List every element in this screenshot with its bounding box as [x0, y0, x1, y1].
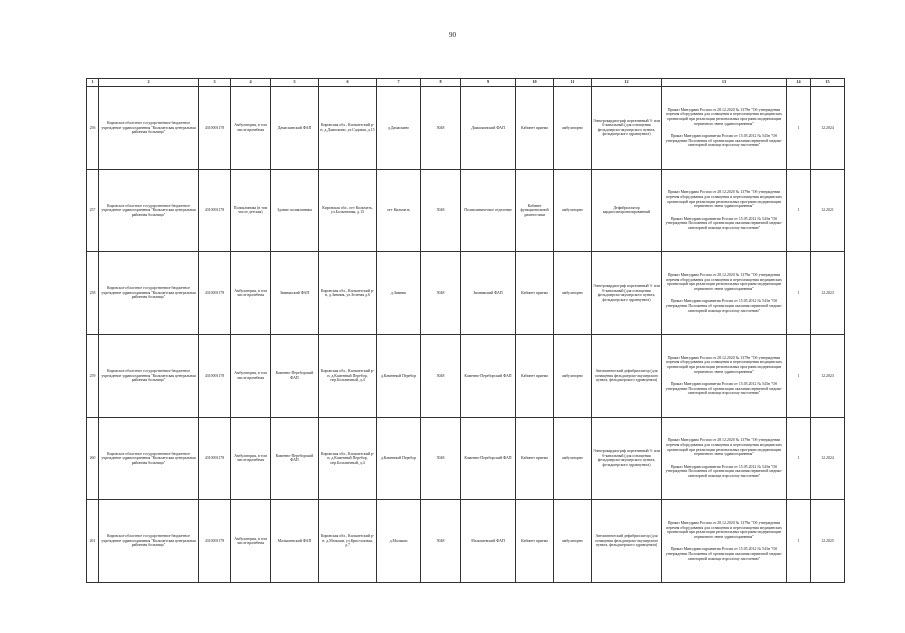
header-cell: 3 [199, 79, 231, 87]
locality-cell: д.Каменный Перебор [377, 334, 421, 417]
header-cell: 1 [87, 79, 99, 87]
header-cell: 13 [662, 79, 787, 87]
row-number: 256 [87, 87, 99, 170]
date-cell: 12.2024 [811, 87, 845, 170]
unit-cell: Дамаскинский ФАП [271, 87, 319, 170]
header-cell: 15 [811, 79, 845, 87]
basis-cell [662, 87, 787, 170]
unit-cell: Зимнякский ФАП [271, 252, 319, 335]
basis-cell [662, 334, 787, 417]
room-cell: Кабинет приема [516, 334, 554, 417]
equipment-cell: Электрокардиограф портативный 3- или 6-канальный (для оснащения фельдшерско-акушерского пункта, фельдшерского здравпункта) [592, 87, 662, 170]
basis-doc-2: Приказ Минздравсоцразвития России от 15.05.2012 № 543н "Об утверждении Положения об организации оказания первичной медико-санитарной помощи взрослому населению" [665, 216, 783, 230]
subdivision-cell: Каменно-Переборский ФАП [461, 334, 516, 417]
date-cell: 12.2023 [811, 252, 845, 335]
org-code-cell: 4310001178 [199, 417, 231, 500]
locality-cell: д.Дамаскино [377, 87, 421, 170]
header-cell: 11 [554, 79, 592, 87]
table-row [87, 417, 845, 500]
subdivision-cell: Зимнякский ФАП [461, 252, 516, 335]
code2-cell: 5048 [421, 169, 461, 252]
quantity-cell: 1 [787, 252, 811, 335]
basis-doc-1: Приказ Минздрава России от 28.12.2020 № 1379н "Об утверждении перечня оборудования для оснащения и переоснащения медицинских организаций при реализации региональных программ модернизации первичного звена здравоохранения" [666, 521, 782, 539]
org-code-cell: 4310001178 [199, 334, 231, 417]
date-cell: 12.2023 [811, 334, 845, 417]
date-cell: 12.2021 [811, 169, 845, 252]
org-code-cell: 4310001178 [199, 500, 231, 583]
basis-doc-2: Приказ Минздравсоцразвития России от 15.05.2012 № 543н "Об утверждении Положения об организации оказания первичной медико-санитарной помощи взрослому населению" [665, 299, 783, 313]
header-cell: 10 [516, 79, 554, 87]
facility-type-cell: Амбулатория, в том числе врачебная [231, 417, 271, 500]
unit-cell: Каменно-Переборский ФАП [271, 334, 319, 417]
basis-doc-2: Приказ Минздравсоцразвития России от 15.05.2012 № 543н "Об утверждении Положения об организации оказания первичной медико-санитарной помощи взрослому населению" [665, 464, 783, 478]
header-cell: 5 [271, 79, 319, 87]
organization-cell: Кировское областное государственное бюджетное учреждение здравоохранения "Кильмезская центральная районная больница" [99, 87, 199, 170]
basis-doc-1: Приказ Минздрава России от 28.12.2020 № 1379н "Об утверждении перечня оборудования для оснащения и переоснащения медицинских организаций при реализации региональных программ модернизации первичного звена здравоохранения" [666, 273, 782, 291]
condition-cell: амбулаторно [554, 500, 592, 583]
address-cell: Кировская обл., Кильмезский р-н, д.Каменный Перебор, пер.Больничный, д.4 [319, 417, 377, 500]
basis-doc-1: Приказ Минздрава России от 28.12.2020 № 1379н "Об утверждении перечня оборудования для оснащения и переоснащения медицинских организаций при реализации региональных программ модернизации первичного звена здравоохранения" [666, 355, 782, 374]
facility-type-cell: Поликлиника (в том числе детская) [231, 169, 271, 252]
header-cell: 14 [787, 79, 811, 87]
code2-cell: 5048 [421, 252, 461, 335]
row-number: 258 [87, 252, 99, 335]
quantity-cell: 1 [787, 87, 811, 170]
table-row [87, 500, 845, 583]
address-cell: Кировская обл., Кильмезский р-н, д.Дамаскино, ул.Садовая, д.15 [319, 87, 377, 170]
facility-type-cell: Амбулатория, в том числе врачебная [231, 252, 271, 335]
header-cell: 12 [592, 79, 662, 87]
date-cell: 12.2024 [811, 417, 845, 500]
code2-cell: 5048 [421, 334, 461, 417]
quantity-cell: 1 [787, 334, 811, 417]
address-cell: Кировская обл., Кильмезский р-н, д.Малыши, ул.Кристаловая, д.7 [319, 500, 377, 583]
room-cell: Кабинет приема [516, 87, 554, 170]
row-number: 257 [87, 169, 99, 252]
locality-cell: д.Каменный Перебор [377, 417, 421, 500]
header-cell: 4 [231, 79, 271, 87]
equipment-cell: Автоматический дефибриллятор (для оснащения фельдшерско-акушерского пункта, фельдшерского здравпункта) [592, 500, 662, 583]
row-number: 260 [87, 417, 99, 500]
header-cell: 8 [421, 79, 461, 87]
quantity-cell: 1 [787, 417, 811, 500]
room-cell: Кабинет приема [516, 417, 554, 500]
row-number: 261 [87, 500, 99, 583]
room-cell: Кабинет приема [516, 252, 554, 335]
organization-cell: Кировское областное государственное бюджетное учреждение здравоохранения "Кильмезская центральная районная больница" [99, 500, 199, 583]
quantity-cell: 1 [787, 169, 811, 252]
header-cell: 9 [461, 79, 516, 87]
basis-doc-1: Приказ Минздрава России от 28.12.2020 № 1379н "Об утверждении перечня оборудования для оснащения и переоснащения медицинских организаций при реализации региональных программ модернизации первичного звена здравоохранения" [666, 107, 782, 126]
locality-cell: пгт Кильмезь [377, 169, 421, 252]
basis-doc-2: Приказ Минздравсоцразвития России от 15.05.2012 № 543н "Об утверждении Положения об организации оказания первичной медико-санитарной помощи взрослому населению" [665, 382, 783, 396]
header-row [87, 79, 845, 87]
equipment-cell: Автоматический дефибриллятор (для оснащения фельдшерско-акушерского пункта, фельдшерского здравпункта) [592, 334, 662, 417]
facility-type-cell: Амбулатория, в том числе врачебная [231, 334, 271, 417]
basis-cell [662, 252, 787, 335]
condition-cell: амбулаторно [554, 169, 592, 252]
equipment-cell: Дефибриллятор кардиосинхронизированный [592, 169, 662, 252]
condition-cell: амбулаторно [554, 334, 592, 417]
quantity-cell: 1 [787, 500, 811, 583]
condition-cell: амбулаторно [554, 87, 592, 170]
code2-cell: 5048 [421, 417, 461, 500]
table-row [87, 87, 845, 170]
address-cell: Кировская обл., Кильмезский р-н, д.Зимник, ул.Зеленая д.6 [319, 252, 377, 335]
header-cell: 2 [99, 79, 199, 87]
facility-type-cell: Амбулатория, в том числе врачебная [231, 500, 271, 583]
code2-cell: 5048 [421, 87, 461, 170]
basis-doc-1: Приказ Минздрава России от 28.12.2020 № 1379н "Об утверждении перечня оборудования для оснащения и переоснащения медицинских организаций при реализации региональных программ модернизации первичного звена здравоохранения" [666, 438, 782, 457]
subdivision-cell: Каменно-Переборский ФАП [461, 417, 516, 500]
condition-cell: амбулаторно [554, 417, 592, 500]
facility-type-cell: Амбулатория, в том числе врачебная [231, 87, 271, 170]
basis-doc-2: Приказ Минздравсоцразвития России от 15.05.2012 № 543н "Об утверждении Положения об организации оказания первичной медико-санитарной помощи взрослому населению" [665, 547, 783, 561]
header-cell: 7 [377, 79, 421, 87]
code2-cell: 5048 [421, 500, 461, 583]
room-cell: Кабинет функциональной диагностики [516, 169, 554, 252]
table-row [87, 169, 845, 252]
subdivision-cell: Малышевский ФАП [461, 500, 516, 583]
basis-cell [662, 500, 787, 583]
basis-doc-1: Приказ Минздрава России от 28.12.2020 № 1379н "Об утверждении перечня оборудования для оснащения и переоснащения медицинских организаций при реализации региональных программ модернизации первичного звена здравоохранения" [666, 190, 782, 209]
unit-cell: Малышевский ФАП [271, 500, 319, 583]
organization-cell: Кировское областное государственное бюджетное учреждение здравоохранения "Кильмезская центральная районная больница" [99, 334, 199, 417]
equipment-cell: Электрокардиограф портативный 3- или 6-канальный (для оснащения фельдшерско-акушерского пункта, фельдшерского здравпункта) [592, 417, 662, 500]
subdivision-cell: Поликлиническое отделение [461, 169, 516, 252]
table-row [87, 334, 845, 417]
organization-cell: Кировское областное государственное бюджетное учреждение здравоохранения "Кильмезская центральная районная больница" [99, 169, 199, 252]
locality-cell: д.Малыши [377, 500, 421, 583]
date-cell: 12.2025 [811, 500, 845, 583]
address-cell: Кировская обл., Кильмезский р-н, д.Каменный Перебор, пер.Больничный, д.4 [319, 334, 377, 417]
header-cell: 6 [319, 79, 377, 87]
organization-cell: Кировское областное государственное бюджетное учреждение здравоохранения "Кильмезская центральная районная больница" [99, 417, 199, 500]
basis-cell [662, 417, 787, 500]
row-number: 259 [87, 334, 99, 417]
table-row [87, 252, 845, 335]
equipment-table [86, 78, 845, 583]
basis-doc-2: Приказ Минздравсоцразвития России от 15.05.2012 № 543н "Об утверждении Положения об организации оказания первичной медико-санитарной помощи взрослому населению" [665, 134, 783, 148]
basis-cell [662, 169, 787, 252]
locality-cell: д.Зимник [377, 252, 421, 335]
org-code-cell: 4310001178 [199, 252, 231, 335]
address-cell: Кировская обл., пгт Кильмезь, ул.Больничная, д.15 [319, 169, 377, 252]
org-code-cell: 4310001178 [199, 87, 231, 170]
equipment-cell: Электрокардиограф портативный 3- или 6-канальный (для оснащения фельдшерско-акушерского пункта, фельдшерского здравпункта) [592, 252, 662, 335]
condition-cell: амбулаторно [554, 252, 592, 335]
org-code-cell: 4310001178 [199, 169, 231, 252]
page-number: 90 [449, 31, 456, 39]
unit-cell: Каменно-Переборский ФАП [271, 417, 319, 500]
subdivision-cell: Дамаскинский ФАП [461, 87, 516, 170]
room-cell: Кабинет приема [516, 500, 554, 583]
organization-cell: Кировское областное государственное бюджетное учреждение здравоохранения "Кильмезская центральная районная больница" [99, 252, 199, 335]
unit-cell: Здание поликлиники [271, 169, 319, 252]
